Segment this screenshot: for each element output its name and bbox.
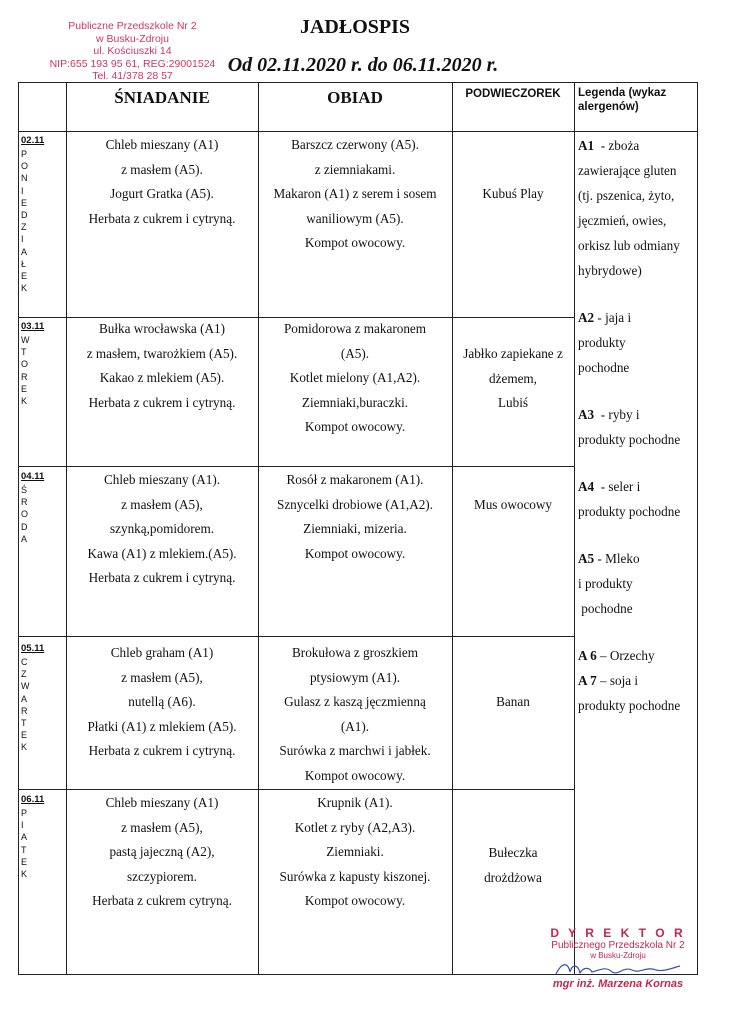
day-letter: A: [21, 246, 28, 257]
legend-separator: -: [594, 310, 606, 325]
day-letter: Z: [21, 222, 27, 233]
director-school: Publicznego Przedszkola Nr 2: [551, 940, 685, 951]
day-letter: E: [21, 856, 28, 867]
legend-text: Orzechy: [609, 648, 655, 663]
day-letter: P: [21, 149, 28, 159]
menu-line: z masłem (A5).: [121, 161, 203, 177]
day-letter: Ł: [21, 258, 27, 269]
day-label: [21, 135, 65, 294]
menu-line: Brokułowa z groszkiem: [292, 645, 418, 660]
legend-separator: -: [594, 138, 609, 153]
day-letter: D: [21, 521, 28, 532]
menu-line: Kompot owocowy.: [304, 235, 406, 251]
allergen-code: A 7: [578, 673, 597, 688]
allergen-code: A5: [578, 551, 595, 566]
day-letter: Z: [21, 669, 27, 680]
menu-line: Ziemniaki,buraczki.: [301, 394, 409, 410]
legend-item: [578, 546, 696, 621]
day-letter: O: [21, 359, 29, 370]
menu-line: Rosół z makaronem (A1).: [286, 472, 424, 487]
menu-line: Kompot owocowy.: [304, 893, 406, 909]
breakfast-cell: [66, 317, 258, 415]
stamp-line: Publiczne Przedszkole Nr 2: [68, 20, 197, 32]
legend-text: jęczmień, owies,: [578, 213, 667, 228]
menu-line: Kompot owocowy.: [304, 767, 406, 783]
day-label: [21, 643, 65, 754]
stamp-line: Tel. 41/378 28 57: [92, 70, 173, 82]
legend-item: [578, 474, 696, 524]
row-divider: [18, 789, 574, 790]
legend-text: i produkty: [578, 576, 633, 591]
breakfast-cell: [66, 791, 258, 914]
menu-line: Herbata z cukrem i cytryną.: [88, 210, 236, 226]
day-letter: E: [21, 271, 28, 282]
menu-line: Surówka z kapusty kiszonej.: [279, 868, 431, 884]
legend-separator: –: [596, 673, 610, 688]
day-letter: W: [21, 335, 30, 345]
legend-item: [578, 668, 696, 718]
page-title: JADŁOSPIS: [299, 16, 411, 38]
day-letter: E: [21, 383, 28, 394]
day-letter: P: [21, 808, 28, 818]
legend-text: produkty pochodne: [578, 698, 681, 713]
allergen-code: A 6: [578, 648, 597, 663]
day-letter: E: [21, 197, 28, 208]
legend-text: orkisz lub odmiany: [578, 238, 680, 253]
legend-text: hybrydowe): [578, 263, 642, 278]
day-label: [21, 794, 65, 880]
day-letter: Ś: [21, 485, 28, 495]
breakfast-cell: [66, 468, 258, 591]
day-letter: I: [21, 185, 24, 196]
menu-line: z masłem (A5),: [121, 496, 203, 512]
day-name-vertical: [21, 148, 65, 294]
legend-item: [578, 643, 696, 668]
lunch-cell: [258, 641, 452, 789]
menu-line: z masłem (A5),: [121, 669, 203, 685]
menu-line: Chleb mieszany (A1): [105, 795, 219, 810]
day-letter: T: [21, 718, 27, 729]
menu-line: Chleb mieszany (A1): [105, 137, 219, 152]
day-letter: O: [21, 509, 29, 520]
menu-line: Ziemniaki, mizeria.: [303, 521, 407, 537]
menu-line: Kubuś Play: [482, 186, 544, 201]
stamp-line: w Busku-Zdroju: [96, 32, 169, 45]
day-date: 05.11: [21, 643, 45, 654]
legend-separator: -: [594, 407, 609, 422]
menu-line: Herbata z cukrem i cytryną.: [88, 394, 236, 410]
day-date: 06.11: [21, 794, 45, 805]
legend-separator: -: [594, 551, 606, 566]
allergen-legend: [578, 133, 696, 740]
row-divider: [18, 636, 574, 637]
header-legend: Legenda (wykaz alergenów): [578, 87, 667, 113]
legend-item: [578, 402, 696, 452]
menu-line: z ziemniakami.: [314, 161, 396, 177]
date-range: Od 02.11.2020 r. do 06.11.2020 r.: [227, 54, 499, 76]
menu-line: Ziemniaki.: [326, 844, 384, 860]
allergen-code: A2: [578, 310, 595, 325]
menu-line: Herbata z cukrem i cytryną.: [88, 570, 236, 586]
day-letter: E: [21, 730, 28, 741]
day-name-vertical: [21, 807, 65, 880]
header-snack: PODWIECZOREK: [465, 88, 561, 100]
legend-item: [578, 133, 696, 283]
breakfast-cell: [66, 641, 258, 764]
menu-line: drożdżowa: [484, 869, 542, 885]
allergen-code: A4: [578, 479, 595, 494]
menu-line: Chleb mieszany (A1).: [103, 472, 221, 487]
legend-text: produkty: [578, 335, 626, 350]
menu-line: Barszcz czerwony (A5).: [291, 137, 419, 152]
day-letter: O: [21, 161, 29, 172]
day-letter: A: [21, 693, 28, 704]
menu-line: z masłem (A5),: [121, 819, 203, 835]
menu-line: z masłem, twarożkiem (A5).: [86, 345, 238, 361]
day-name-vertical: [21, 484, 65, 545]
day-date: 03.11: [21, 321, 45, 332]
allergen-code: A3: [578, 407, 595, 422]
day-label: [21, 471, 65, 545]
legend-text: pochodne: [578, 360, 630, 375]
day-letter: T: [21, 347, 27, 358]
menu-line: Herbata z cukrem i cytryną.: [88, 743, 236, 759]
day-date: 04.11: [21, 471, 45, 482]
legend-text: seler i: [608, 479, 641, 494]
day-letter: C: [21, 657, 28, 667]
day-name-vertical: [21, 656, 65, 754]
lunch-cell: [258, 133, 452, 256]
menu-line: Jogurt Gratka (A5).: [110, 186, 214, 202]
menu-line: Bułka wrocławska (A1): [99, 321, 225, 336]
menu-line: pastą jajeczną (A2),: [109, 844, 215, 860]
director-city: w Busku-Zdroju: [590, 951, 646, 960]
menu-line: Kotlet z ryby (A2,A3).: [294, 819, 416, 835]
menu-line: Jabłko zapiekane z: [463, 346, 563, 361]
menu-line: Makaron (A1) z serem i sosem: [273, 186, 437, 202]
snack-cell: [452, 493, 574, 518]
legend-text: soja i: [609, 673, 639, 688]
menu-line: Pomidorowa z makaronem: [283, 321, 427, 336]
menu-line: Sznycelki drobiowe (A1,A2).: [276, 496, 433, 512]
snack-cell: [452, 182, 574, 207]
header-breakfast: ŚNIADANIE: [114, 88, 210, 107]
legend-text: (tj. pszenica, żyto,: [578, 188, 675, 203]
day-letter: R: [21, 371, 28, 382]
day-letter: R: [21, 705, 28, 716]
menu-line: waniliowym (A5).: [306, 210, 404, 226]
legend-text: ryby i: [608, 407, 640, 422]
director-title: D Y R E K T O R: [550, 926, 686, 940]
day-letter: I: [21, 234, 24, 245]
legend-separator: –: [596, 648, 610, 663]
menu-line: ptysiowym (A1).: [309, 669, 401, 685]
legend-text: produkty pochodne: [578, 504, 681, 519]
breakfast-cell: [66, 133, 258, 231]
menu-line: (A5).: [340, 345, 370, 361]
menu-line: Krupnik (A1).: [317, 795, 393, 810]
day-letter: I: [21, 820, 24, 831]
menu-line: dżemem,: [489, 370, 537, 386]
legend-separator: -: [594, 479, 609, 494]
day-label: [21, 321, 65, 407]
day-letter: T: [21, 844, 27, 855]
day-letter: D: [21, 210, 28, 221]
row-divider: [18, 466, 574, 467]
legend-item: [578, 305, 696, 380]
menu-line: Kakao z mlekiem (A5).: [99, 370, 225, 386]
menu-line: Bułeczka: [488, 845, 538, 860]
menu-line: Lubiś: [497, 395, 529, 411]
day-name-vertical: [21, 334, 65, 407]
lunch-cell: [258, 468, 452, 566]
legend-text: jaja i: [605, 310, 632, 325]
legend-text: pochodne: [578, 601, 633, 616]
day-letter: R: [21, 497, 28, 508]
menu-line: (A1).: [340, 718, 370, 734]
menu-line: nutellą (A6).: [128, 694, 196, 710]
legend-text: produkty pochodne: [578, 432, 681, 447]
day-letter: K: [21, 396, 28, 407]
day-date: 02.11: [21, 135, 45, 146]
menu-line: Płatki (A1) z mlekiem (A5).: [87, 718, 237, 734]
menu-line: Kawa (A1) z mlekiem.(A5).: [87, 545, 237, 561]
allergen-code: A1: [578, 138, 595, 153]
menu-line: Chleb graham (A1): [110, 645, 214, 660]
day-letter: A: [21, 832, 28, 843]
menu-line: Kompot owocowy.: [304, 419, 406, 435]
day-letter: K: [21, 869, 28, 880]
row-divider: [18, 131, 698, 132]
column-divider: [574, 82, 575, 975]
stamp-line: NIP:655 193 95 61, REG:29001524: [49, 57, 216, 70]
legend-text: Mleko: [605, 551, 640, 566]
snack-cell: [452, 690, 574, 715]
lunch-cell: [258, 317, 452, 440]
menu-line: Herbata z cukrem cytryną.: [92, 893, 232, 909]
day-letter: W: [21, 681, 30, 692]
signature: [518, 960, 718, 978]
menu-line: Mus owocowy: [473, 497, 553, 512]
menu-line: Kotlet mielony (A1,A2).: [289, 370, 421, 386]
day-letter: N: [21, 173, 28, 184]
director-stamp: [518, 926, 718, 990]
menu-line: Kompot owocowy.: [304, 545, 406, 561]
snack-cell: [452, 841, 574, 890]
day-letter: A: [21, 533, 28, 544]
day-letter: K: [21, 283, 28, 294]
director-name: mgr inż. Marzena Kornas: [552, 978, 684, 990]
menu-line: Banan: [496, 694, 530, 709]
stamp-line: ul. Kościuszki 14: [93, 45, 172, 57]
menu-line: szczypiorem.: [127, 868, 197, 884]
menu-line: szynką,pomidorem.: [109, 521, 214, 537]
header-lunch: OBIAD: [327, 88, 383, 107]
snack-cell: [452, 342, 574, 416]
menu-line: Surówka z marchwi i jabłek.: [279, 743, 431, 759]
legend-text: zboża: [608, 138, 640, 153]
lunch-cell: [258, 791, 452, 914]
day-letter: K: [21, 742, 28, 753]
legend-text: zawierające gluten: [578, 163, 677, 178]
menu-line: Gulasz z kaszą jęczmienną: [284, 694, 426, 710]
